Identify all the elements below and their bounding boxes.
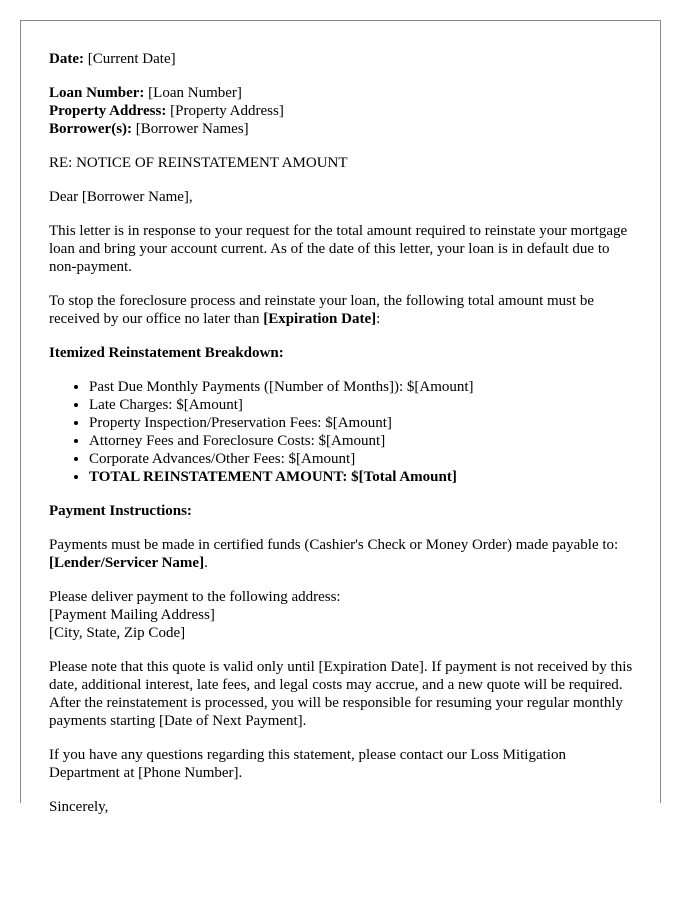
payment-funds-paragraph [49,536,639,572]
letter-content [49,50,639,832]
lender-name-bold: [Lender/Servicer Name] [49,555,205,571]
list-item: • Corporate Advances/Other Fees: $[Amount] [89,450,639,468]
breakdown-list [49,378,639,486]
date-value: [Current Date] [87,51,176,67]
intro-paragraph: This letter is in response to your request for the total amount required to reinstate your mortgage loan and bring your account current. As of the date of this letter, your loan is in default due to non-payment. [49,223,628,275]
loan-number-line [49,84,639,102]
payment-funds-text: Payments must be made in certified funds (Cashier's Check or Money Order) made payable to: [49,537,619,553]
date-label: Date: [49,51,84,67]
letter-header [49,50,639,138]
deliver-line: Please deliver payment to the following address: [49,589,341,605]
loan-number-label: Loan Number: [49,85,145,101]
borrowers-value: [Borrower Names] [135,121,249,137]
borrowers-label: Borrower(s): [49,121,133,137]
list-item: • Late Charges: $[Amount] [89,396,639,414]
deadline-paragraph [49,292,639,328]
deadline-suffix: : [376,311,381,327]
breakdown-heading: Itemized Reinstatement Breakdown: [49,345,284,361]
date-line [49,50,639,68]
subject-line: RE: NOTICE OF REINSTATEMENT AMOUNT [49,155,348,171]
contact-paragraph: If you have any questions regarding this statement, please contact our Loss Mitigation Department at [Phone Number]. [49,747,566,781]
list-item: • Attorney Fees and Foreclosure Costs: $[Amount] [89,432,639,450]
property-address-label: Property Address: [49,103,167,119]
payment-address-block [49,588,639,642]
letter-page [20,20,661,815]
list-item: • Property Inspection/Preservation Fees: $[Amount] [89,414,639,432]
validity-paragraph: Please note that this quote is valid only until [Expiration Date]. If payment is not received by this date, additional interest, late fees, and legal costs may accrue, and a new quote will be required. After the reinstatement is processed, you will be responsible for resuming your regular monthly payments starting [Date of Next Payment]. [49,659,633,729]
deadline-text: To stop the foreclosure process and reinstate your loan, the following total amount must be received by our office no later than [49,293,595,327]
salutation: Dear [Borrower Name], [49,189,193,205]
closing-line: Sincerely, [49,799,109,815]
expiration-date-bold: [Expiration Date] [263,311,377,327]
loan-number-value: [Loan Number] [148,85,242,101]
city-state-zip-line: [City, State, Zip Code] [49,625,186,641]
payment-funds-suffix: . [204,555,208,571]
property-address-value: [Property Address] [170,103,284,119]
mailing-address-line: [Payment Mailing Address] [49,607,215,623]
list-item: • Past Due Monthly Payments ([Number of Months]): $[Amount] [89,378,639,396]
property-address-line [49,102,639,120]
total-reinstatement-item: • TOTAL REINSTATEMENT AMOUNT: $[Total Amount] [89,468,639,486]
borrowers-line [49,120,639,138]
payment-heading: Payment Instructions: [49,503,192,519]
